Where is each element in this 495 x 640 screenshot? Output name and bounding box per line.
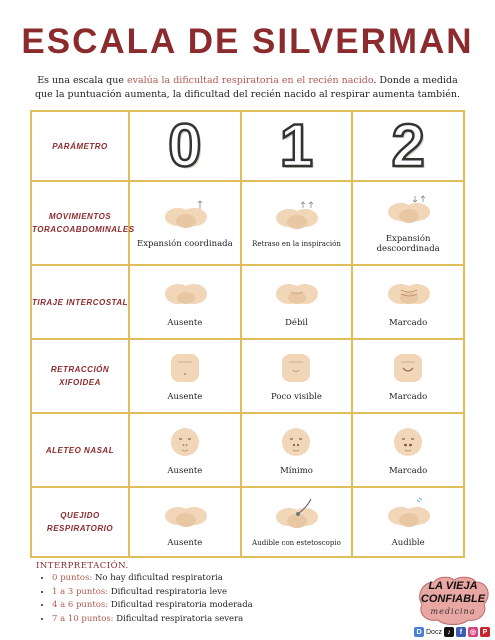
list-item xyxy=(52,599,253,613)
score-0: 0 xyxy=(168,112,202,179)
silverman-table xyxy=(30,110,465,558)
baby-torso-icon xyxy=(379,192,437,228)
value-cell xyxy=(352,413,464,487)
value-label: Ausente xyxy=(167,538,203,548)
table-row xyxy=(31,181,464,265)
score-0-cell xyxy=(129,111,241,181)
value-cell xyxy=(241,487,353,557)
value-label: Marcado xyxy=(389,318,428,328)
score-2: 2 xyxy=(391,112,425,179)
baby-crying-icon xyxy=(379,496,437,532)
intro-text xyxy=(30,74,465,102)
value-cell xyxy=(352,265,464,339)
social-bar xyxy=(414,626,490,638)
intro-part1: Es una escala que xyxy=(37,75,127,86)
value-label: Expansión descoordinada xyxy=(376,234,440,254)
param-cell: RETRACCIÓN XIFOIDEA xyxy=(31,339,129,413)
value-label: Ausente xyxy=(167,318,203,328)
value-cell xyxy=(352,487,464,557)
interpretation-heading: INTERPRETACIÓN. xyxy=(36,561,129,571)
param-cell: ALETEO NASAL xyxy=(31,413,129,487)
param-cell: TIRAJE INTERCOSTAL xyxy=(31,265,129,339)
score-2-cell xyxy=(352,111,464,181)
logo-line2: CONFIABLE xyxy=(420,593,486,605)
value-cell xyxy=(352,339,464,413)
baby-face-icon xyxy=(267,424,325,460)
baby-face-icon xyxy=(156,424,214,460)
table-row xyxy=(31,339,464,413)
stethoscope-icon xyxy=(267,497,325,533)
tiktok-icon[interactable]: ♪ xyxy=(444,627,454,637)
page-title: ESCALA DE SILVERMAN xyxy=(21,22,474,61)
value-label: Ausente xyxy=(167,392,203,402)
range-text: No hay dificultad respiratoria xyxy=(92,573,223,583)
baby-face-icon xyxy=(379,424,437,460)
range-label: 0 puntos: xyxy=(52,573,93,583)
baby-ribs-icon xyxy=(156,276,214,312)
range-label: 4 a 6 puntos: xyxy=(52,600,109,610)
table-row xyxy=(31,265,464,339)
intro-part2: . Donde a medida que la puntuación aumenta, la dificultad del recién nacido al respirar aumenta también. xyxy=(34,75,461,100)
brand-logo xyxy=(414,574,492,626)
value-cell xyxy=(241,339,353,413)
intro-highlight: evalúa la dificultad respiratoria en el recién nacido xyxy=(126,75,374,86)
score-1-cell xyxy=(241,111,353,181)
docz-icon[interactable]: D xyxy=(414,627,424,637)
table-header-row xyxy=(31,111,464,181)
value-label: Mínimo xyxy=(280,466,313,476)
param-cell: QUEJIDO RESPIRATORIO xyxy=(31,487,129,557)
value-cell xyxy=(129,181,241,265)
baby-torso-icon xyxy=(156,197,214,233)
list-item xyxy=(52,572,253,586)
value-cell xyxy=(129,339,241,413)
table-row xyxy=(31,413,464,487)
value-label: Audible con estetoscopio xyxy=(252,539,341,547)
value-cell xyxy=(129,265,241,339)
value-cell xyxy=(241,413,353,487)
value-label: Marcado xyxy=(389,392,428,402)
value-cell xyxy=(129,487,241,557)
value-label: Retraso en la inspiración xyxy=(252,240,341,248)
logo-line1: LA VIEJA xyxy=(428,580,478,592)
baby-chest-icon xyxy=(156,350,214,386)
param-cell: MOVIMIENTOS TORACOABDOMINALES xyxy=(31,181,129,265)
range-text: Dificultad respiratoria leve xyxy=(108,586,228,597)
range-label: 1 a 3 puntos: xyxy=(52,586,109,597)
logo-line3: medicina xyxy=(430,607,476,616)
facebook-icon[interactable]: f xyxy=(456,627,466,637)
value-label: Débil xyxy=(285,318,308,328)
value-cell xyxy=(352,181,464,265)
value-cell xyxy=(241,181,353,265)
baby-ribs-icon xyxy=(267,276,325,312)
score-1: 1 xyxy=(279,112,314,179)
instagram-icon[interactable]: ◎ xyxy=(469,629,476,636)
value-label: Marcado xyxy=(389,466,428,476)
table-row xyxy=(31,487,464,557)
header-param-cell: PARÁMETRO xyxy=(31,111,129,181)
list-item xyxy=(52,613,253,627)
baby-chest-icon xyxy=(379,350,437,386)
range-text: Dificultad respiratoria moderada xyxy=(108,600,253,610)
value-label: Poco visible xyxy=(271,392,322,402)
value-cell xyxy=(129,413,241,487)
value-label: Expansión coordinada xyxy=(137,239,233,249)
value-label: Ausente xyxy=(167,466,203,476)
list-item xyxy=(52,586,253,600)
range-label: 7 a 10 puntos: xyxy=(52,613,114,624)
baby-sleeping-icon xyxy=(156,496,214,532)
value-label: Audible xyxy=(391,538,425,548)
baby-chest-icon xyxy=(267,350,325,386)
baby-ribs-icon xyxy=(379,276,437,312)
interpretation-list xyxy=(38,572,253,626)
baby-torso-icon xyxy=(267,198,325,234)
docz-label: Docz xyxy=(426,628,442,636)
pinterest-icon[interactable]: P xyxy=(480,627,490,637)
value-cell xyxy=(241,265,353,339)
range-text: Dificultad respiratoria severa xyxy=(113,613,244,624)
